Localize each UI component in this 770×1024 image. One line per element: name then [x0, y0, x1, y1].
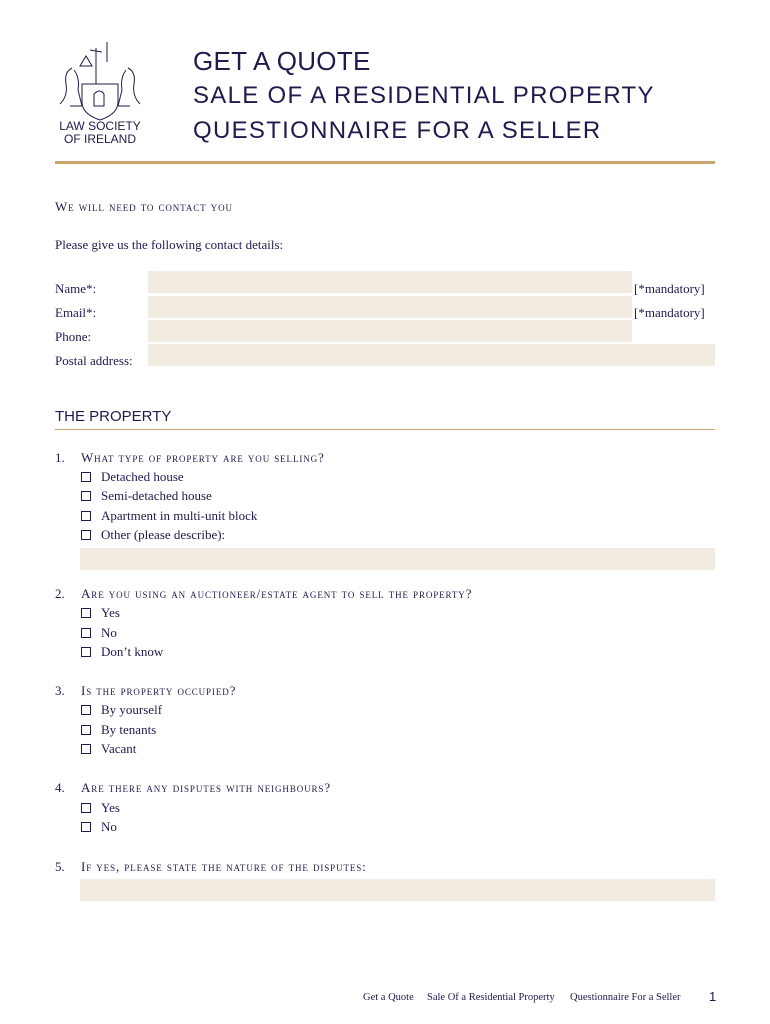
option-label: No [101, 819, 117, 834]
checkbox[interactable] [81, 472, 91, 482]
q3-text: Is the property occupied? [81, 683, 237, 698]
checkbox[interactable] [81, 628, 91, 638]
option-label: Semi-detached house [101, 488, 212, 503]
phone-label: Phone: [55, 329, 92, 344]
option-label: Don’t know [101, 644, 164, 659]
checkbox[interactable] [81, 744, 91, 754]
q4-number: 4. [55, 780, 65, 795]
checkbox[interactable] [81, 705, 91, 715]
option-label: Yes [101, 800, 120, 815]
name-mandatory-note: [*mandatory] [634, 281, 705, 296]
checkbox[interactable] [81, 608, 91, 618]
postal-address-input[interactable] [148, 344, 715, 366]
checkbox[interactable] [81, 725, 91, 735]
checkbox[interactable] [81, 822, 91, 832]
q3-number: 3. [55, 683, 65, 698]
option-label: Detached house [101, 469, 184, 484]
q5-text: If yes, please state the nature of the disputes: [81, 859, 367, 874]
header-divider [55, 161, 715, 164]
q4-option-yes[interactable] [81, 800, 120, 816]
q1-text: What type of property are you selling? [81, 450, 325, 465]
q2-text: Are you using an auctioneer/estate agent to sell the property? [81, 586, 473, 601]
checkbox[interactable] [81, 803, 91, 813]
q3-option-tenants[interactable] [81, 722, 156, 738]
q4-text: Are there any disputes with neighbours? [81, 780, 332, 795]
footer-questionnaire: Questionnaire For a Seller [570, 992, 681, 1003]
q1-number: 1. [55, 450, 65, 465]
q3-option-vacant[interactable] [81, 741, 136, 757]
q1-option-apartment[interactable] [81, 508, 257, 524]
option-label: Other (please describe): [101, 527, 226, 542]
option-label: Apartment in multi-unit block [101, 508, 258, 523]
contact-intro: Please give us the following contact details: [55, 237, 284, 252]
option-label: By yourself [101, 702, 163, 717]
q2-option-dont-know[interactable] [81, 644, 163, 660]
q5-number: 5. [55, 859, 65, 874]
q3-option-yourself[interactable] [81, 702, 162, 718]
property-heading: THE PROPERTY [55, 408, 172, 425]
phone-input[interactable] [148, 320, 632, 342]
footer-get-a-quote: Get a Quote [363, 992, 414, 1003]
contact-heading: We will need to contact you [55, 199, 233, 214]
option-label: Yes [101, 605, 120, 620]
header-subtitle: SALE OF A RESIDENTIAL PROPERTY [193, 82, 655, 109]
property-divider [55, 429, 715, 430]
email-label: Email*: [55, 305, 97, 320]
page-number: 1 [709, 989, 717, 1004]
q2-option-yes[interactable] [81, 605, 120, 621]
header-subtitle-2: QUESTIONNAIRE FOR A SELLER [193, 117, 602, 144]
header-title: GET A QUOTE [193, 46, 371, 76]
q1-option-detached[interactable] [81, 469, 184, 485]
q1-other-input[interactable] [80, 548, 715, 570]
checkbox[interactable] [81, 530, 91, 540]
q1-option-other[interactable] [81, 527, 225, 543]
option-label: Vacant [101, 741, 137, 756]
q5-disputes-input[interactable] [80, 879, 715, 901]
q4-option-no[interactable] [81, 819, 117, 835]
logo-text-line1: LAW SOCIETY [59, 119, 141, 133]
checkbox[interactable] [81, 647, 91, 657]
logo-text-line2: OF IRELAND [63, 132, 136, 146]
crest-icon [52, 40, 148, 122]
name-label: Name*: [55, 281, 97, 296]
law-society-logo [52, 40, 148, 148]
option-label: No [101, 625, 117, 640]
email-input[interactable] [148, 296, 632, 318]
option-label: By tenants [101, 722, 157, 737]
checkbox[interactable] [81, 491, 91, 501]
q2-number: 2. [55, 586, 65, 601]
checkbox[interactable] [81, 511, 91, 521]
footer-sale-of-property: Sale Of a Residential Property [427, 992, 555, 1003]
q1-option-semi-detached[interactable] [81, 488, 212, 504]
name-input[interactable] [148, 271, 632, 293]
email-mandatory-note: [*mandatory] [634, 305, 705, 320]
q2-option-no[interactable] [81, 625, 117, 641]
postal-address-label: Postal address: [55, 353, 133, 368]
